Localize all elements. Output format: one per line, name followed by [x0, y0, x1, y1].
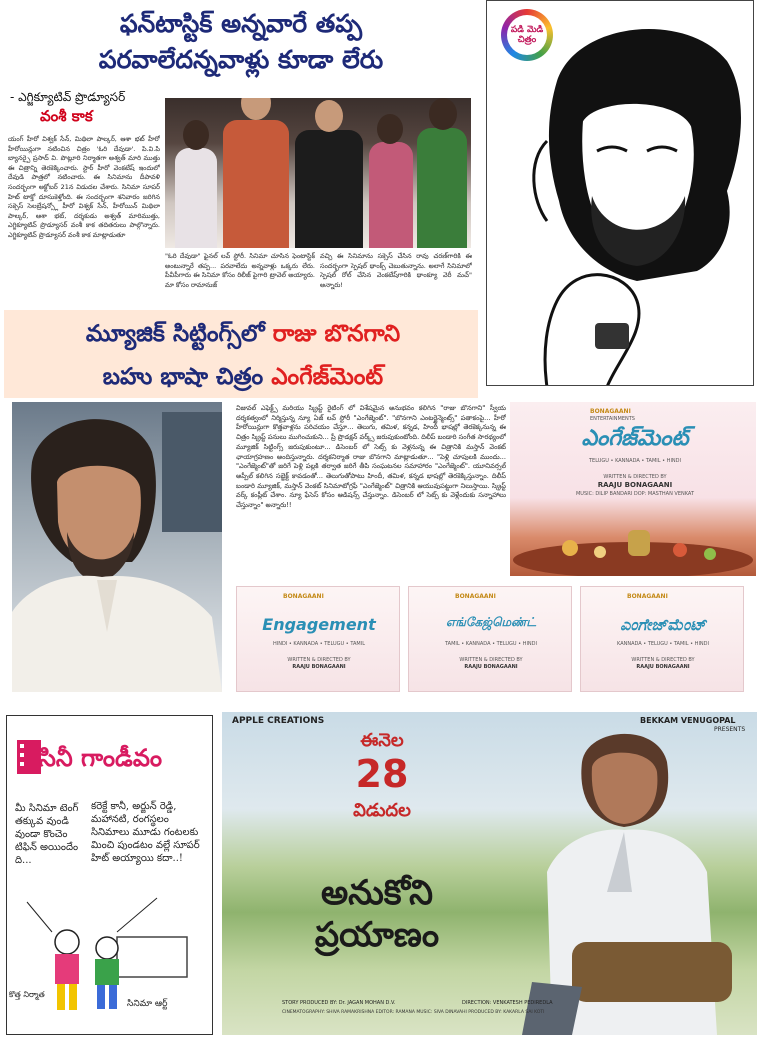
poster-hindi [236, 586, 400, 692]
cartoon-drawing [7, 892, 213, 1035]
poster-credits: MUSIC: DILIP BANDARI DOP: MASTHAN VENKAT [575, 491, 695, 497]
headline-part-multilingual: బహు భాషా చిత్రం [102, 364, 272, 390]
person-3 [295, 130, 363, 248]
poster-main-title: ఎంగేజ్‌మెంట్ [581, 426, 689, 451]
byline-name: వంశీ కాక [40, 107, 93, 125]
poster-brand-sub: ENTERTAINMENTS [590, 416, 635, 422]
release-line-1: ఈనెల [360, 730, 404, 751]
anukoni-prayanam-ad [222, 712, 757, 1035]
speech-bubble-left: మీ సినిమా టెంగ్ తక్కువ వుండి వుండా కొంచెం టిఫిన్ అయిందేం ది... [15, 803, 79, 866]
article2-body: విజువల్ ఎఫెక్ట్స్ మరియు స్క్రిప్ట్ రైటింగ్ లో విశేషమైన అనుభవం కలిగిన "రాజు బొనగాని" స్వీయ దర్శకత్వంలో నిర్మిస్తున్న న్యూ ఏజ్ లవ్ స్టోరీ "ఎంగేజ్మెంట్". "బొనగాని ఎంటర్టైన్మెంట్స్" పతాకంపై... హీరో హీరోయిన్లుగా కొత్తవాళ్లను పరిచయం చేస్తూ... తెలుగు, తమిళ, కన్నడ, హిందీ భాషల్లో తెరకెక్కనున్న ఈ చిత్రం స్క్రిప్ట్ పనులు ముగించుకుని... ప్రీ ప్రొడక్షన్ వర్క్స్ జరుపుకుంటోంది. దిలీప్ బండారి సంగీత సారథ్యంలో మ్యూజిక్ సిట్టింగ్స్ జరుపుకుంటూ... డిసెంబర్ లో సెట్స్ కు వెళ్లనున్న ఈ చిత్రానికి మస్తాన్ వెంకట్ ఛాయాగ్రహణం అందిస్తున్నారు. దర్శకనిర్మాత రాజు బొనగాని మాట్లాడుతూ... "పెళ్లి చూపులకి ముందు... "ఎంగేజ్మెంట్"తో జరిగే పెళ్లి పల్లకి తర్వాత జరిగే తీపి సంఘటనల సమాహారం "ఎంగేజ్మెంట్". యూనివర్సల్ అప్పీల్ కలిగిన సబ్జెక్ట్ కావడంతో... తెలుగుతోపాటు హిందీ, తమిళ, కన్నడ భాషల్లో తెరకెక్కిస్తున్నాం. దిలీప్ బండారి మ్యూజిక్, మస్తాన్ వెంకట్ సినిమాటోగ్రఫీ "ఎంగేజ్మెంట్" చిత్రానికి ఆయువుపట్టుగా నిలుస్తాయి. స్క్రిప్ట్ వర్క్ కంప్లీట్ చేశాం. న్యూ ఫేసెస్ కోసం ఆడిషన్స్ చేస్తున్నాం. డిసెంబర్ లో సెట్స్ కు వెళ్లేందుకు సన్నాహాలు చేస్తున్నాం" అన్నారు!! [236, 404, 506, 510]
cartoon-title: సినీ గాండీవం [39, 744, 163, 772]
mini-written-by: WRITTEN & DIRECTED BY [459, 657, 523, 663]
producer-tag: కొత్త నిర్మాత [9, 990, 45, 999]
director-photo [12, 402, 222, 692]
mini-brand: BONAGAANI [283, 593, 324, 600]
sketch-portrait [486, 0, 754, 386]
headline-part-engagement: ఎంగేజ్‌మెంట్ [271, 364, 384, 390]
person-5 [417, 128, 467, 248]
article2-headline-line-1 [10, 313, 476, 355]
poster-written-by: WRITTEN & DIRECTED BY [603, 474, 667, 480]
logo-text: పడి మెడి చిత్రం [507, 15, 547, 55]
story-credit: STORY PRODUCED BY: Dr. JAGAN MOHAN D.V. [282, 1000, 396, 1006]
article2-headline-line-2 [10, 356, 476, 398]
headline-part-music: మ్యూజిక్ సిట్టింగ్స్‌లో [85, 321, 273, 347]
mini-title-kannada: ಎಂಗೇಜ್‌ಮೆಂಟ್ [620, 615, 706, 634]
poster-director: RAAJU BONAGAANI [597, 481, 673, 489]
article1-left-column: యంగ్ హీరో విశ్వక్ సేన్, మిథిలా పాల్కర్, ఆశా భట్ హీరో హీరోయిన్లుగా నటించిన చిత్రం 'ఓరి దేవుడా'. పి.వి.పి బ్యానర్పై ప్రసాద్ వి. పొట్లూరి నిర్మాతగా అశ్వత్ మారి ముత్తు ఈ చిత్రాన్ని తెరకెక్కించారు. స్టార్ హీరో వెంకటేష్ ఇందులో దేవుడి పాత్రలో నటించారు. ఈ సినిమాను దీపావళి సందర్భంగా అక్టోబర్ 21న విడుదల చేశారు. సినిమా సూపర్ హిట్ టాక్తో దూసుకెళ్తోంది. ఈ సందర్భంగా శనివారం జరిగిన సక్సెస్ సెలబ్రేషన్స్లో హీరో విశ్వక్ సేన్, హీరోయిన్ మిథిలా పాల్కర్, ఆశా భట్, దర్శకుడు అశ్వత్ మారిముత్తు, ఎగ్జిక్యూటివ్ ప్రొడ్యూసర్ వంశీ కాక తదితరులు పాల్గొన్నారు. ఎగ్జిక్యూటివ్ ప్రొడ్యూసర్ వంశీ కాక మాట్లాడుతూ [8, 135, 160, 239]
mini-director: RAAJU BONAGAANI [292, 664, 346, 670]
speech-bubble-right: కరెక్టే కానీ, అర్జున్ రెడ్డి, మహానటి, రంగస్థలం సినిమాలు మూడు గంటలకు మించి పుండటం వల్లే సూపర్ హిట్ అయ్యాయి కదా..! [91, 801, 200, 864]
headline-line-1: ఫన్‌టాస్టిక్ అన్నవారే తప్ప [119, 9, 363, 38]
footer-credits: CINEMATOGRAPHY: SHIVA RAMAKRISHNA EDITOR: RAMANA MUSIC: SIVA DINAVAHI PRODUCED BY: KAKARLA SAI KOTI [282, 1010, 545, 1015]
poster-kannada [580, 586, 744, 692]
direction-credit: DIRECTION: VENKATESH PEDIREDLA [462, 1000, 553, 1006]
article-headline [6, 6, 476, 86]
mini-written-by: WRITTEN & DIRECTED BY [631, 657, 695, 663]
mini-sub-kannada: KANNADA • TELUGU • TAMIL • HINDI [617, 641, 709, 647]
actor-figure [512, 722, 757, 1035]
person-4 [369, 142, 413, 248]
cine-gandeevam-cartoon [6, 715, 213, 1035]
mini-sub-hindi: HINDI • KANNADA • TELUGU • TAMIL [273, 641, 365, 647]
presenter-name: BEKKAM VENUGOPAL [640, 716, 736, 725]
byline-role: - ఎగ్జిక్యూటివ్ ప్రొడ్యూసర్ [10, 90, 126, 104]
mini-sub-tamil: TAMIL • KANNADA • TELUGU • HINDI [445, 641, 537, 647]
article1-mid-column: "ఓరి దేవుడా" ఫైనల్ లవ్ స్టోరీ. సినిమా చూసిన ఫెంటాస్టిక్ అంటున్నారే తప్ప... పరవాలేదు అన్నవాళ్లు ఒక్కరు లేరు. పీవీపీగారు ఈ సినిమా కోసం రిలీజ్ పైగారి ట్రావెల్ అయ్యారు. మా కోసం రామానుజ్ [165, 252, 315, 289]
article1-right-column: వచ్చి ఈ సినిమాను సక్సెస్ చేసిన రావు చరణ్‌గారికి ఈ సందర్భంగా స్పెషల్ థాంక్స్ చెబుతున్నాను. అలాగే సినిమాలో స్పెషల్ రోల్ చేసిన వెంకటేష్‌గారికి థాంక్యూ వెరీ మచ్" అన్నారు! [320, 252, 472, 289]
poster-brand: BONAGAANI [590, 408, 631, 415]
mini-title-tamil: எங்கேஜ்மெண்ட் [446, 615, 536, 629]
padi-medi-logo [501, 9, 553, 61]
studio-logo: APPLE CREATIONS [232, 716, 325, 726]
poster-languages: TELUGU • KANNADA • TAMIL • HINDI [589, 458, 681, 464]
presents-label: PRESENTS [714, 726, 746, 733]
poster-wedding-tray [510, 512, 756, 576]
person-1 [175, 148, 217, 248]
mini-brand: BONAGAANI [455, 593, 496, 600]
byline [10, 90, 160, 134]
group-photo [165, 98, 471, 248]
mini-director: RAAJU BONAGAANI [464, 664, 518, 670]
cartoonist-signature: సినిమా ఆర్ట్ [127, 999, 168, 1009]
mini-director: RAAJU BONAGAANI [636, 664, 690, 670]
poster-tamil [408, 586, 572, 692]
release-day: 28 [355, 752, 409, 796]
movie-title: అనుకోని ప్రయాణం [314, 873, 440, 955]
engagement-main-poster [510, 402, 756, 576]
mini-title-hindi: Engagement [262, 615, 376, 634]
headline-line-2: పరవాలేదన్నవాళ్లు కూడా లేరు [98, 45, 384, 74]
mini-brand: BONAGAANI [627, 593, 668, 600]
person-2 [223, 120, 289, 248]
headline-part-raju: రాజు బొనగాని [272, 321, 401, 347]
director-figure [12, 402, 222, 692]
release-line-2: విడుదల [353, 800, 411, 821]
mini-written-by: WRITTEN & DIRECTED BY [287, 657, 351, 663]
